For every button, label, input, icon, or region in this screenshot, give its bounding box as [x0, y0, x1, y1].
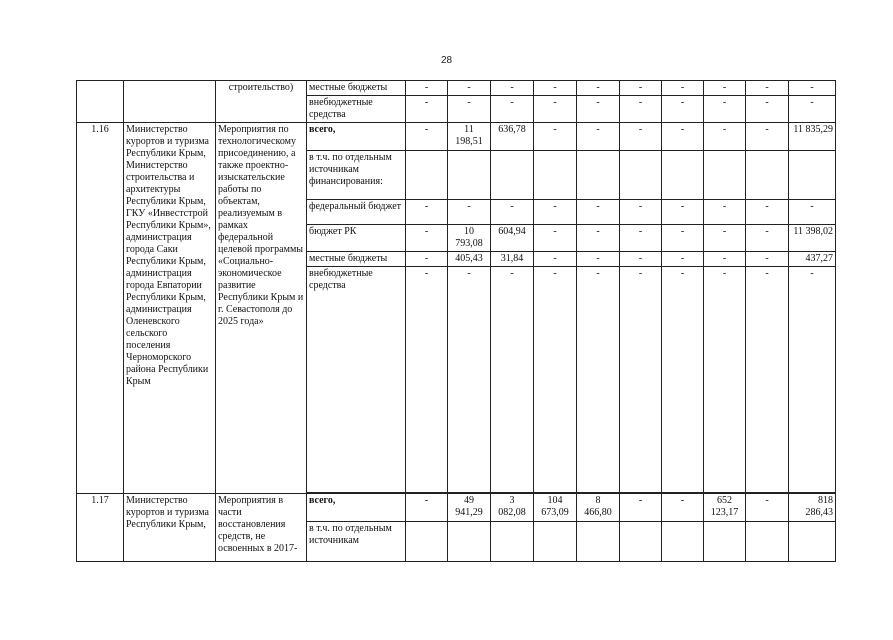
- sum-cell: 437,27: [789, 252, 836, 267]
- dash-cell: -: [448, 200, 491, 225]
- dash-cell: -: [577, 81, 620, 96]
- executors-cell: Министерство курортов и туризма Республики Крым,: [124, 494, 216, 562]
- source-label: всего,: [307, 123, 406, 151]
- dash-cell: -: [406, 252, 448, 267]
- source-label: в т.ч. по отдельным источникам: [307, 522, 406, 562]
- dash-cell: -: [577, 267, 620, 493]
- dash-cell: -: [577, 200, 620, 225]
- empty-cell: [577, 522, 620, 562]
- dash-cell: -: [704, 96, 746, 123]
- sum-cell: 11 398,02: [789, 225, 836, 252]
- dash-cell: -: [577, 225, 620, 252]
- dash-cell: -: [406, 200, 448, 225]
- value-cell: 636,78: [491, 123, 534, 151]
- dash-cell: -: [620, 252, 662, 267]
- dash-cell: -: [406, 81, 448, 96]
- dash-cell: -: [746, 96, 789, 123]
- table-row: [77, 494, 836, 522]
- index-cell: [77, 81, 124, 123]
- empty-cell: [789, 151, 836, 200]
- dash-cell: -: [448, 267, 491, 493]
- dash-cell: -: [746, 252, 789, 267]
- empty-cell: [620, 151, 662, 200]
- source-label: бюджет РК: [307, 225, 406, 252]
- dash-cell: -: [704, 252, 746, 267]
- activity-cell: Мероприятия в части восстановления средств, не освоенных в 2017-: [216, 494, 307, 562]
- dash-cell: -: [448, 81, 491, 96]
- dash-cell: -: [534, 225, 577, 252]
- executors-cell: Министерство курортов и туризма Республики Крым, Министерство строительства и архитектуры Республики Крым, ГКУ «Инвестстрой Республики Крым», администрация города Саки Республики Крым, администрация города Евпатории Республики Крым, администрация Оленевского сельского поселения Черноморского района Республики Крым: [124, 123, 216, 494]
- dash-cell: -: [746, 225, 789, 252]
- dash-cell: -: [620, 123, 662, 151]
- dash-cell: -: [662, 225, 704, 252]
- empty-cell: [789, 522, 836, 562]
- empty-cell: [534, 151, 577, 200]
- dash-cell: -: [491, 96, 534, 123]
- dash-cell: -: [534, 81, 577, 96]
- dash-cell: -: [406, 225, 448, 252]
- dash-cell: -: [406, 494, 448, 522]
- empty-cell: [534, 522, 577, 562]
- dash-cell: -: [534, 267, 577, 493]
- dash-cell: -: [406, 267, 448, 493]
- page-number: 28: [440, 55, 453, 66]
- dash-cell: -: [577, 123, 620, 151]
- dash-cell: -: [620, 494, 662, 522]
- value-cell: 31,84: [491, 252, 534, 267]
- table-row: [77, 123, 836, 151]
- dash-cell: -: [662, 200, 704, 225]
- empty-cell: [704, 151, 746, 200]
- empty-cell: [746, 522, 789, 562]
- executors-cell: [124, 81, 216, 123]
- source-label: внебюджетные средства: [307, 267, 406, 493]
- dash-cell: -: [534, 200, 577, 225]
- dash-cell: -: [746, 81, 789, 96]
- index-cell: 1.17: [77, 494, 124, 562]
- dash-cell: -: [746, 200, 789, 225]
- dash-cell: -: [789, 81, 836, 96]
- source-label: всего,: [307, 494, 406, 522]
- dash-cell: -: [789, 200, 836, 225]
- empty-cell: [662, 151, 704, 200]
- dash-cell: -: [577, 96, 620, 123]
- dash-cell: -: [491, 200, 534, 225]
- value-cell: 10 793,08: [448, 225, 491, 252]
- empty-cell: [491, 151, 534, 200]
- empty-cell: [448, 522, 491, 562]
- value-cell: 604,94: [491, 225, 534, 252]
- empty-cell: [406, 151, 448, 200]
- dash-cell: -: [534, 123, 577, 151]
- dash-cell: -: [534, 96, 577, 123]
- dash-cell: -: [662, 123, 704, 151]
- empty-cell: [448, 151, 491, 200]
- empty-cell: [620, 522, 662, 562]
- index-cell: 1.16: [77, 123, 124, 494]
- dash-cell: -: [620, 267, 662, 493]
- dash-cell: -: [704, 123, 746, 151]
- activity-cell: Мероприятия по технологическому присоединению, а также проектно-изыскательские работы по объектам, реализуемым в рамках федеральной целевой программы «Социально-экономическое развитие Республики Крым и г. Севастополя до 2025 года»: [216, 123, 307, 494]
- empty-cell: [662, 522, 704, 562]
- dash-cell: -: [620, 200, 662, 225]
- sum-cell: 11 835,29: [789, 123, 836, 151]
- dash-cell: -: [789, 96, 836, 123]
- dash-cell: -: [662, 267, 704, 493]
- dash-cell: -: [620, 225, 662, 252]
- dash-cell: -: [704, 225, 746, 252]
- dash-cell: -: [534, 252, 577, 267]
- source-label: федеральный бюджет: [307, 200, 406, 225]
- activity-cell: строительство): [216, 81, 307, 123]
- dash-cell: -: [662, 96, 704, 123]
- sum-cell: 818 286,43: [789, 494, 836, 522]
- dash-cell: -: [406, 123, 448, 151]
- dash-cell: -: [662, 494, 704, 522]
- empty-cell: [491, 522, 534, 562]
- dash-cell: -: [491, 81, 534, 96]
- value-cell: 11 198,51: [448, 123, 491, 151]
- value-cell: 405,43: [448, 252, 491, 267]
- dash-cell: -: [620, 96, 662, 123]
- value-cell: 3 082,08: [491, 494, 534, 522]
- empty-cell: [577, 151, 620, 200]
- empty-cell: [746, 151, 789, 200]
- dash-cell: -: [789, 267, 836, 493]
- value-cell: 8 466,80: [577, 494, 620, 522]
- value-cell: 104 673,09: [534, 494, 577, 522]
- empty-cell: [704, 522, 746, 562]
- dash-cell: -: [704, 267, 746, 493]
- dash-cell: -: [406, 96, 448, 123]
- dash-cell: -: [746, 123, 789, 151]
- value-cell: 652 123,17: [704, 494, 746, 522]
- dash-cell: -: [662, 81, 704, 96]
- source-label: внебюджетные средства: [307, 96, 406, 123]
- value-cell: 49 941,29: [448, 494, 491, 522]
- dash-cell: -: [746, 494, 789, 522]
- dash-cell: -: [448, 96, 491, 123]
- source-label: местные бюджеты: [307, 81, 406, 96]
- source-label: в т.ч. по отдельным источникам финансирования:: [307, 151, 406, 200]
- dash-cell: -: [704, 200, 746, 225]
- financing-table: [76, 80, 836, 562]
- dash-cell: -: [662, 252, 704, 267]
- dash-cell: -: [491, 267, 534, 493]
- empty-cell: [406, 522, 448, 562]
- dash-cell: -: [746, 267, 789, 493]
- dash-cell: -: [704, 81, 746, 96]
- source-label: местные бюджеты: [307, 252, 406, 267]
- table-row: [77, 81, 836, 96]
- dash-cell: -: [577, 252, 620, 267]
- dash-cell: -: [620, 81, 662, 96]
